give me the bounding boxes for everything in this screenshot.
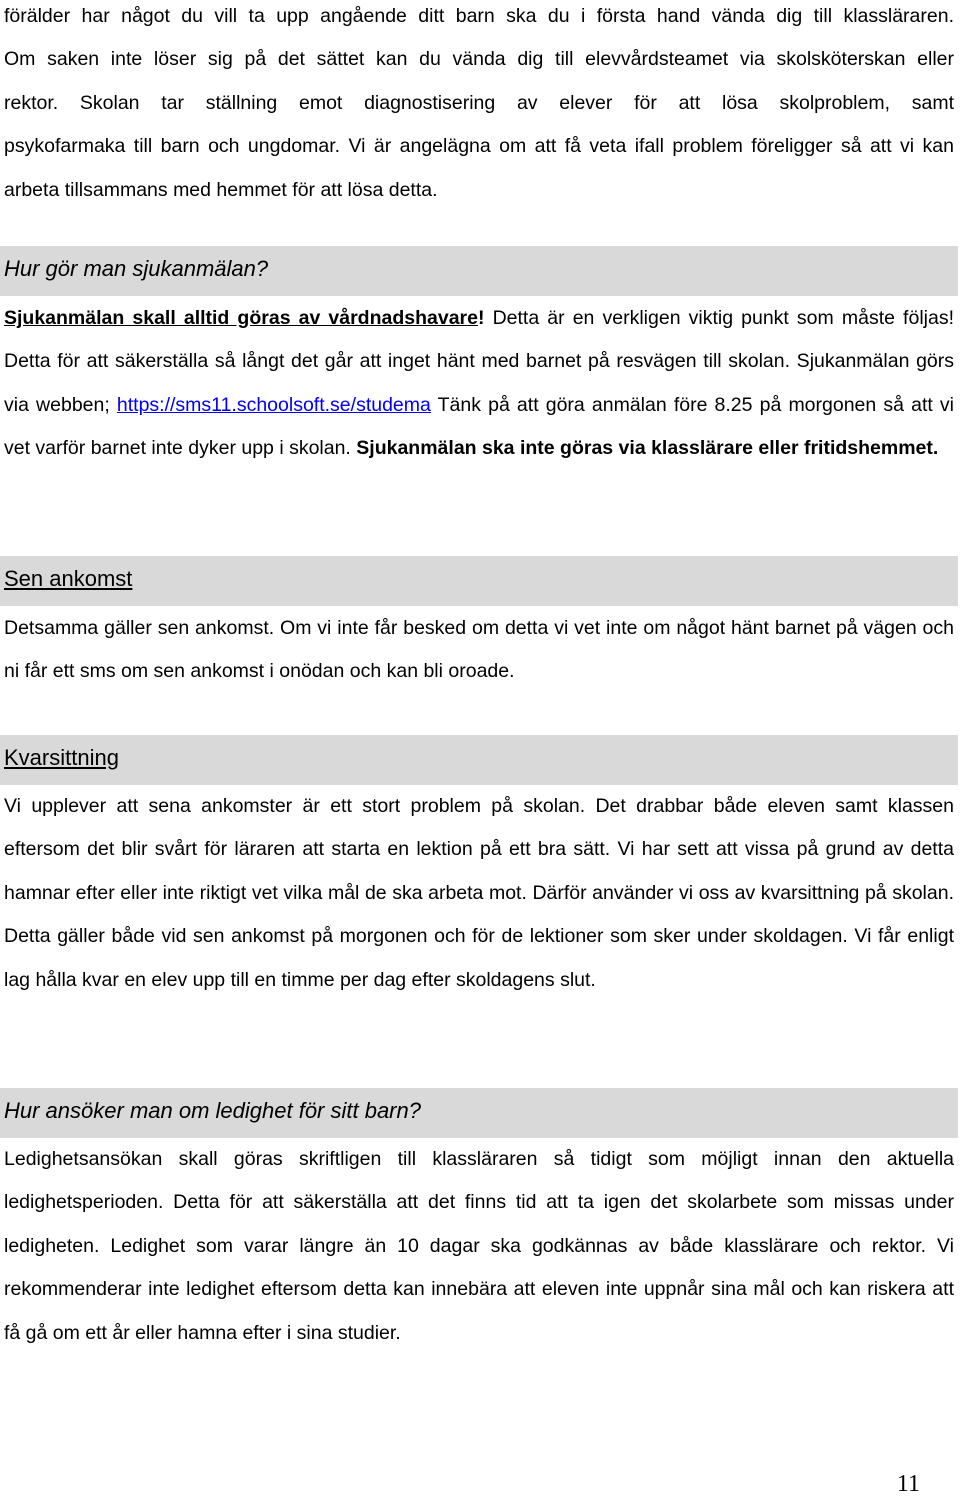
intro-line-1: förälder har något du vill ta upp angående ditt barn ska du i första hand vända dig till klassläraren. xyxy=(4,5,954,27)
heading-sick-report: Hur gör man sjukanmälan? xyxy=(4,256,269,281)
heading-detention: Kvarsittning xyxy=(4,745,119,770)
intro-line-2: Om saken inte löser sig på det sättet kan du vända dig till elevvårdsteamet via skolsköterskan eller xyxy=(4,48,954,71)
schoolsoft-link[interactable]: https://sms11.schoolsoft.se/studema xyxy=(116,393,431,416)
intro-line-3: rektor. Skolan tar ställning emot diagnostisering av elever för att lösa skolproblem, samt xyxy=(4,91,954,114)
sick-report-paragraph xyxy=(4,297,954,471)
late-arrival-paragraph xyxy=(4,607,954,694)
section-heading-detention xyxy=(0,735,958,785)
section-heading-late-arrival xyxy=(0,556,958,606)
section-heading-sick-report xyxy=(0,246,958,296)
heading-leave: Hur ansöker man om ledighet för sitt barn? xyxy=(4,1098,421,1123)
intro-line-4-rest: Vi är angelägna om att få veta ifall problem föreligger så att vi kan arbeta tillsammans med hemmet för att lösa detta. xyxy=(4,135,954,201)
intro-line-4: psykofarmaka till barn och ungdomar. xyxy=(4,135,341,158)
sick-report-text-1: Detta är en verkligen viktig punkt som måste följas! Detta för att säkerställa så långt det går att inget hänt med barnet på resvägen till skolan. Sjukanmälan görs via webben; xyxy=(4,307,954,416)
intro-paragraph xyxy=(4,0,954,212)
heading-late-arrival: Sen ankomst xyxy=(4,566,133,591)
section-heading-leave xyxy=(0,1088,958,1138)
leave-text: Ledighetsansökan skall göras skriftligen till klassläraren så tidigt som möjligt innan den aktuella ledighetsperioden. Detta för att säkerställa att det finns tid att ta igen det skolarbete som missas under ledigheten. Ledighet som varar längre än 10 dagar ska godkännas av både klasslärare och rektor. Vi rekommenderar inte ledighet eftersom detta kan innebära att eleven inte uppnår sina mål och kan riskera att få gå om ett år eller hamna efter i sina studier. xyxy=(4,1148,954,1344)
leave-paragraph xyxy=(4,1138,954,1355)
page-number: 11 xyxy=(896,1471,920,1497)
sick-report-lead: Sjukanmälan skall alltid göras av vårdnadshavare xyxy=(4,307,478,329)
sick-report-exclamation: ! xyxy=(478,307,485,329)
detention-text: Vi upplever att sena ankomster är ett stort problem på skolan. Det drabbar både eleven samt klassen eftersom det blir svårt för läraren att starta en lektion på ett bra sätt. Vi har sett att vissa på grund av detta hamnar efter eller inte riktigt vet vilka mål de ska arbeta mot. Därför använder vi oss av kvarsittning på skolan. Detta gäller både vid sen ankomst på morgonen och för de lektioner som sker under skoldagen. Vi får enligt lag hålla kvar en elev upp till en timme per dag efter skoldagens slut. xyxy=(4,795,954,991)
late-arrival-text: Detsamma gäller sen ankomst. Om vi inte får besked om detta vi vet inte om något hänt barnet på vägen och ni får ett sms om sen ankomst i onödan och kan bli oroade. xyxy=(4,617,954,683)
sick-report-tail: Sjukanmälan ska inte göras via klasslärare eller fritidshemmet. xyxy=(356,437,939,460)
sick-report-text-2: Tänk på att göra anmälan före 8.25 på morgonen så att vi vet varför barnet inte dyker upp i skolan. xyxy=(4,393,954,460)
detention-paragraph xyxy=(4,785,954,1002)
